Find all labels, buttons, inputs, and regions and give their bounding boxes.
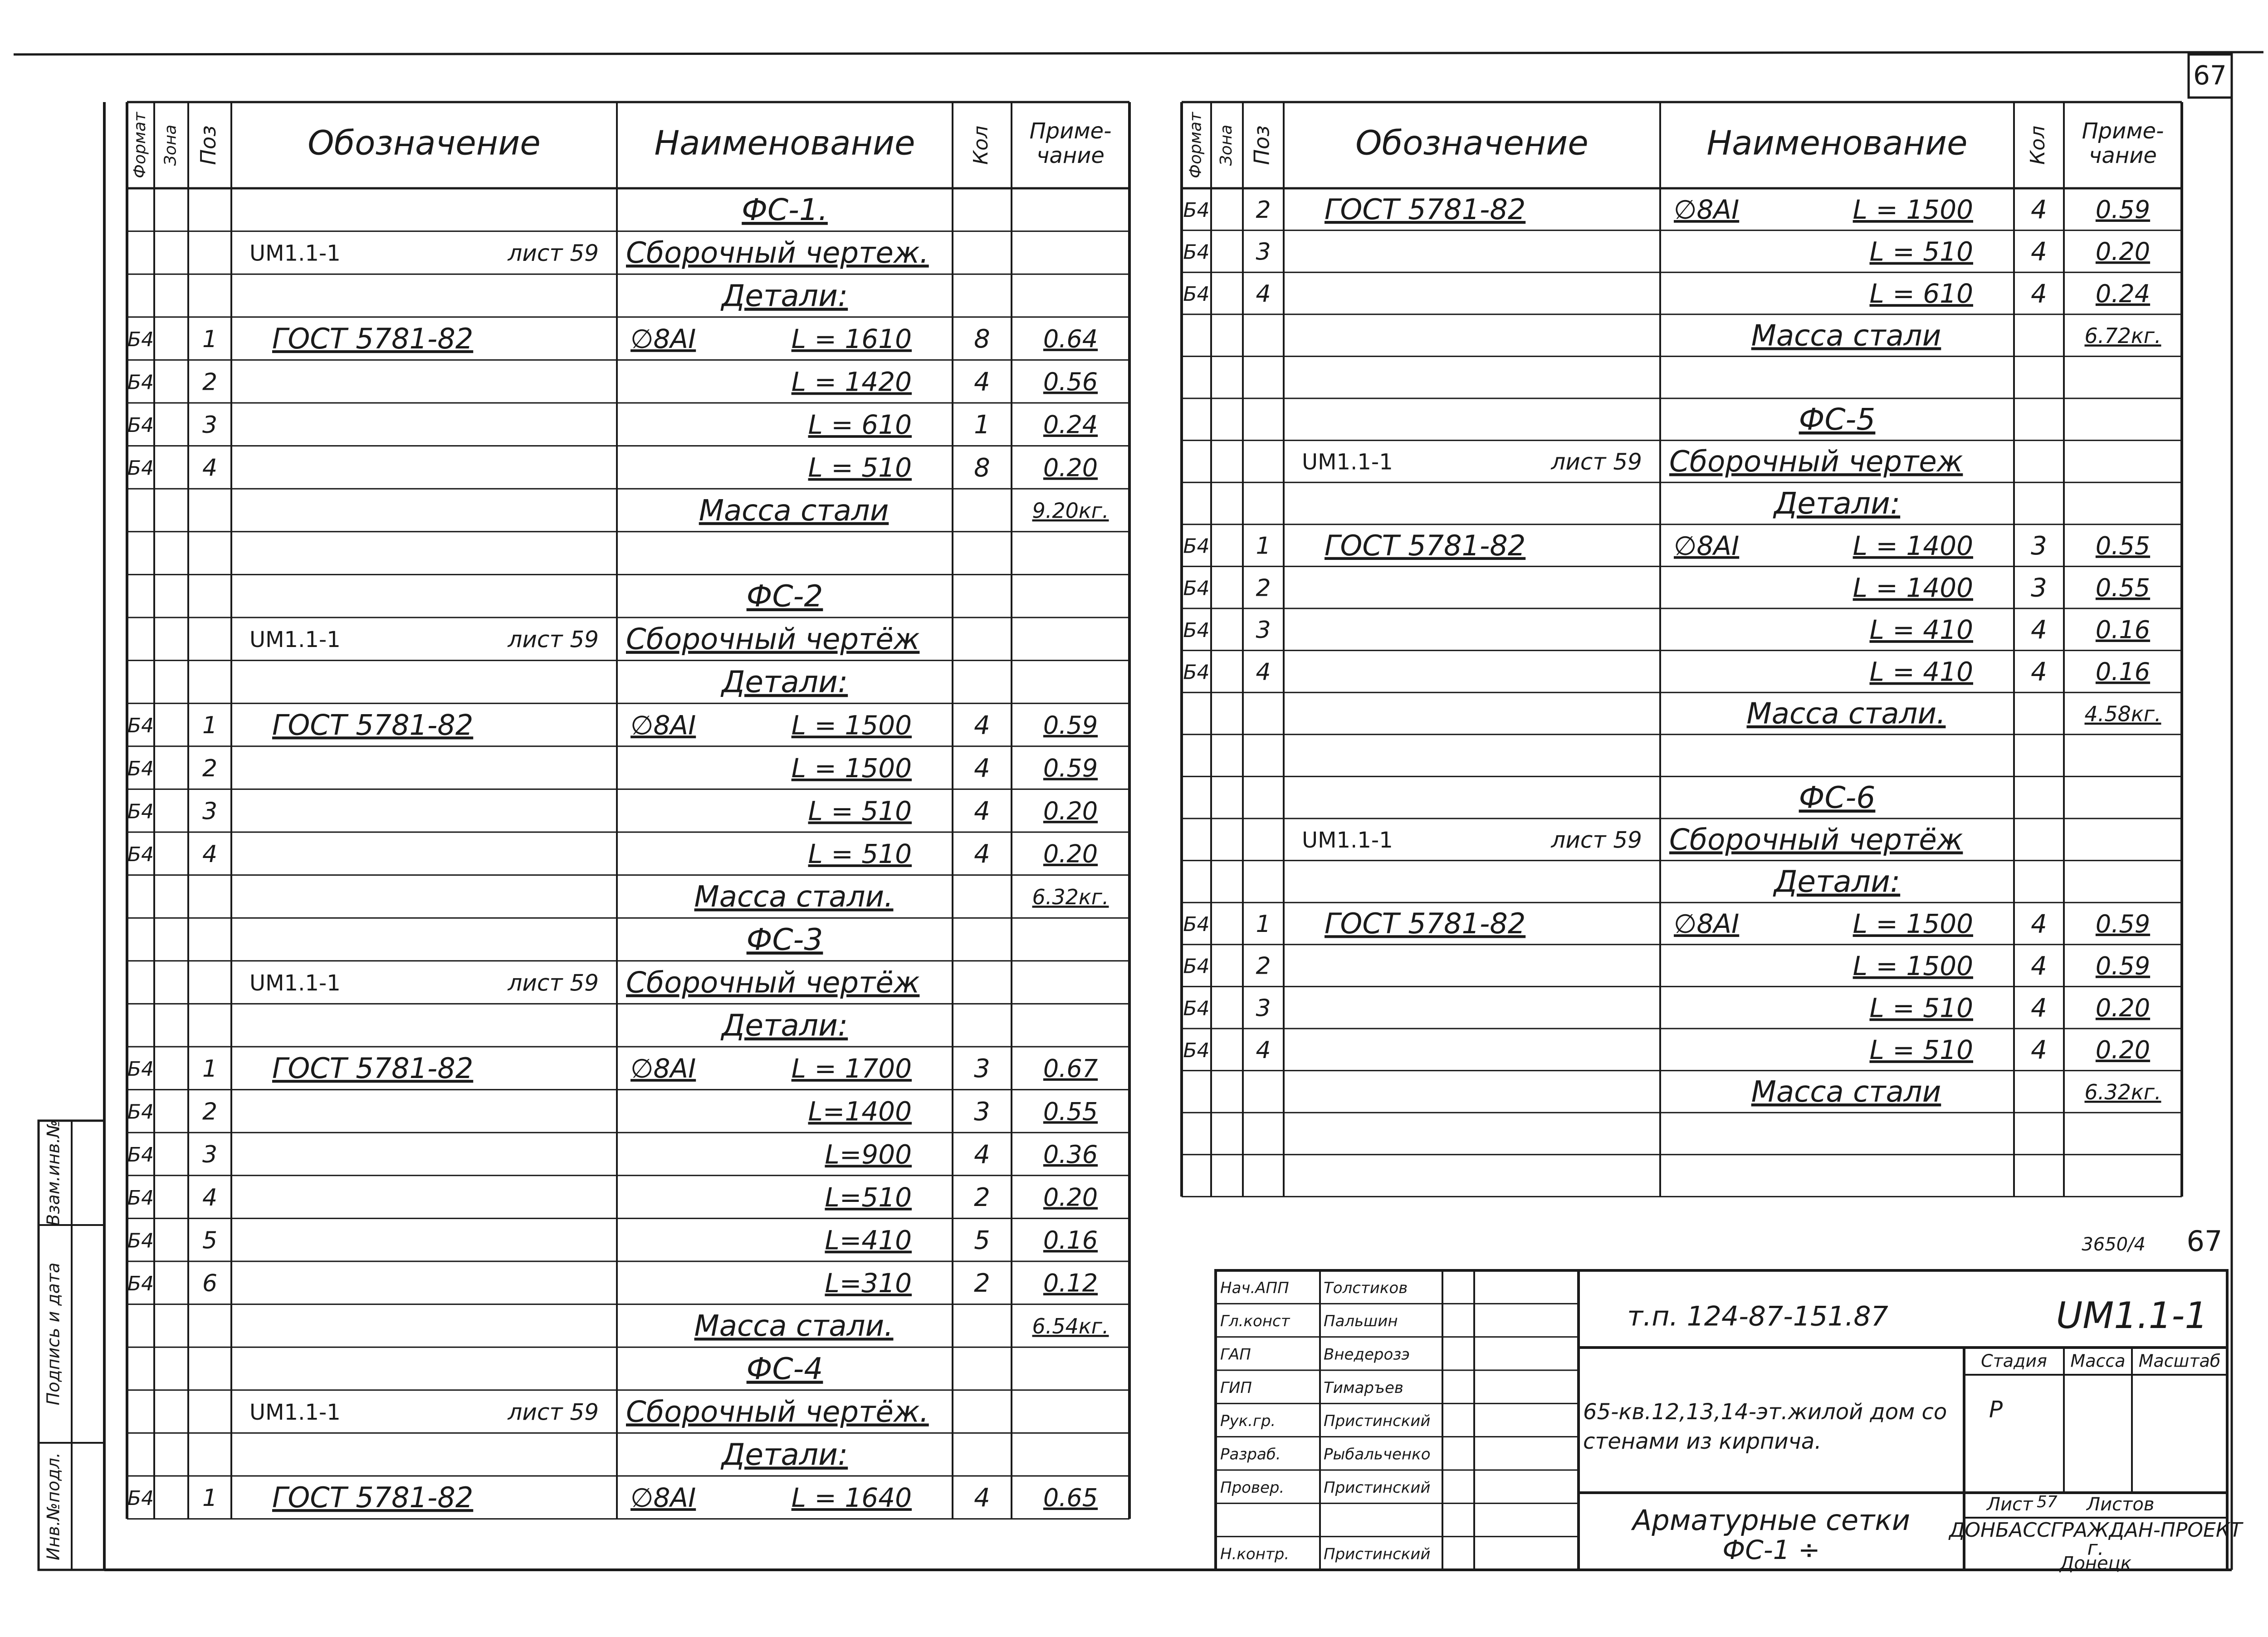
- side-stamp: [39, 1120, 104, 1570]
- right-row-length: L = 510: [1869, 236, 1973, 267]
- right-row-qty: 4: [2031, 237, 2047, 267]
- left-row-format: Б4: [127, 1058, 154, 1081]
- left-row-pos: 1: [202, 1485, 218, 1512]
- right-row-length: L = 410: [1869, 656, 1973, 687]
- right-row-length: L = 1500: [1853, 194, 1973, 225]
- left-header-designation: Обозначение: [308, 123, 541, 163]
- right-row-bar-type: ∅8АI: [1674, 194, 1740, 225]
- left-row-pos: 1: [202, 1055, 218, 1083]
- right-header-note-2: чание: [2089, 143, 2157, 168]
- left-row-length: L = 510: [808, 838, 912, 870]
- right-row-note: 0.16: [2095, 657, 2151, 686]
- page-number: 67: [2193, 60, 2227, 91]
- right-header-qty: Кол: [2026, 125, 2049, 165]
- stamp-person: Пристинский: [1324, 1545, 1431, 1563]
- stamp-role: Гл.конст: [1220, 1312, 1290, 1331]
- left-row-title: ФС-4: [746, 1351, 823, 1387]
- left-row-title: Детали:: [721, 1437, 848, 1472]
- stamp-sheet-title-2: ФС-1 ÷: [1722, 1534, 1820, 1566]
- left-row-note: 0.20: [1043, 797, 1098, 826]
- left-row-length: L = 1420: [791, 366, 912, 397]
- left-row-pos: 3: [202, 798, 218, 825]
- stamp-object-name-2: стенами из кирпича.: [1583, 1429, 1822, 1454]
- right-row-qty: 4: [2031, 993, 2047, 1023]
- left-row-pos: 2: [202, 1098, 218, 1126]
- stamp-person: Внедерозэ: [1324, 1345, 1410, 1364]
- left-row-title: ФС-1.: [742, 192, 828, 228]
- right-row-designation: ГОСТ 5781-82: [1325, 193, 1526, 226]
- stamp-project-code: т.п. 124-87-151.87: [1627, 1300, 1888, 1333]
- right-row-format: Б4: [1183, 283, 1210, 306]
- stamp-person: Рыбальченко: [1324, 1445, 1431, 1464]
- left-row-mass: Масса стали.: [694, 1309, 894, 1343]
- left-row-length: L=1400: [808, 1096, 912, 1127]
- right-row-note: 4.58кг.: [2084, 701, 2161, 726]
- left-row-designation-sheet: лист 59: [508, 1399, 599, 1426]
- right-row-note: 6.32кг.: [2084, 1080, 2161, 1105]
- right-row-qty: 4: [2031, 951, 2047, 981]
- left-row-qty: 1: [974, 410, 990, 440]
- left-header-zone: Зона: [161, 124, 180, 166]
- right-row-format: Б4: [1183, 534, 1210, 558]
- right-row-length: L = 1500: [1853, 908, 1973, 940]
- left-row-title: ФС-2: [746, 578, 823, 614]
- left-row-pos: 6: [202, 1270, 218, 1298]
- right-header-note: Приме-: [2082, 118, 2164, 144]
- left-row-qty: 4: [974, 796, 990, 826]
- right-row-mass: Масса стали.: [1746, 697, 1946, 731]
- left-row-bar-type: ∅8АI: [631, 1053, 696, 1084]
- left-specification-table: [127, 102, 1129, 1519]
- right-row-length: L = 1400: [1853, 572, 1973, 603]
- stamp-scale-label: Масштаб: [2138, 1351, 2221, 1371]
- stamp-role: Нач.АПП: [1220, 1279, 1289, 1297]
- stamp-stage-label: Стадия: [1981, 1351, 2047, 1371]
- stamp-person: Пристинский: [1324, 1412, 1431, 1431]
- stamp-role: Рук.гр.: [1220, 1412, 1276, 1431]
- left-row-designation-sheet: лист 59: [508, 970, 599, 996]
- left-row-designation-sheet: лист 59: [508, 240, 599, 267]
- stamp-role: Н.контр.: [1220, 1545, 1290, 1563]
- right-header-format: Формат: [1186, 112, 1205, 179]
- left-row-format: Б4: [127, 1186, 154, 1210]
- stamp-person: Пальшин: [1324, 1312, 1398, 1331]
- right-row-format: Б4: [1183, 198, 1210, 222]
- left-row-qty: 4: [974, 1140, 990, 1170]
- right-row-format: Б4: [1183, 240, 1210, 264]
- right-row-note: 0.55: [2095, 573, 2151, 602]
- right-header-zone: Зона: [1217, 124, 1236, 166]
- right-row-length: L = 1500: [1853, 950, 1973, 981]
- left-row-qty: 3: [974, 1054, 990, 1084]
- right-row-format: Б4: [1183, 661, 1210, 684]
- right-row-length: L = 1400: [1853, 530, 1973, 561]
- right-row-note: 0.24: [2095, 279, 2151, 308]
- left-row-format: Б4: [127, 1272, 154, 1296]
- right-row-format: Б4: [1183, 618, 1210, 642]
- right-row-title: Детали:: [1774, 864, 1901, 899]
- document-code: 3650/4: [2082, 1234, 2146, 1255]
- left-row-designation-sheet: лист 59: [508, 626, 599, 653]
- left-row-format: Б4: [127, 800, 154, 823]
- right-row-title: ФС-5: [1799, 402, 1876, 437]
- left-row-format: Б4: [127, 714, 154, 738]
- left-row-title: ФС-3: [746, 922, 823, 957]
- right-row-pos: 1: [1256, 911, 1271, 938]
- left-row-pos: 5: [202, 1227, 218, 1255]
- right-row-pos: 2: [1256, 574, 1271, 602]
- top-trim-line: [14, 52, 2263, 54]
- stamp-sheet-label: Лист: [1987, 1494, 2033, 1515]
- left-header-note-2: чание: [1036, 143, 1105, 168]
- stamp-role: ГАП: [1220, 1345, 1251, 1364]
- right-row-length: L = 410: [1869, 614, 1973, 646]
- right-row-pos: 2: [1256, 196, 1271, 224]
- left-row-note: 0.64: [1043, 324, 1098, 353]
- left-row-note: 0.20: [1043, 1183, 1098, 1212]
- left-row-note: 0.67: [1043, 1054, 1098, 1083]
- left-row-pos: 1: [202, 712, 218, 740]
- left-row-length: L = 1610: [791, 323, 912, 354]
- right-row-format: Б4: [1183, 913, 1210, 936]
- right-row-pos: 1: [1256, 532, 1271, 560]
- left-row-note: 0.36: [1043, 1140, 1098, 1169]
- left-row-length: L=900: [825, 1139, 912, 1170]
- right-row-designation-sheet: лист 59: [1551, 827, 1642, 853]
- right-row-title: Детали:: [1774, 486, 1901, 521]
- right-row-pos: 4: [1256, 280, 1271, 308]
- stamp-mark: UM1.1-1: [2056, 1294, 2208, 1337]
- right-header-designation: Обозначение: [1355, 123, 1589, 163]
- stamp-person: Пристинский: [1324, 1478, 1431, 1497]
- right-row-designation: UM1.1-1: [1302, 449, 1393, 475]
- left-row-length: L = 1700: [791, 1053, 912, 1084]
- left-row-qty: 2: [974, 1182, 990, 1212]
- right-row-title: ФС-6: [1799, 780, 1876, 815]
- right-row-assembly: Сборочный чертёж: [1669, 823, 1963, 857]
- left-row-pos: 2: [202, 368, 218, 396]
- left-row-assembly: Сборочный чертёж.: [626, 1395, 929, 1429]
- right-row-format: Б4: [1183, 577, 1210, 600]
- left-row-format: Б4: [127, 1100, 154, 1124]
- stamp-role: Разраб.: [1220, 1445, 1281, 1464]
- left-row-format: Б4: [127, 414, 154, 437]
- right-row-format: Б4: [1183, 1039, 1210, 1062]
- left-row-mass: Масса стали.: [694, 880, 894, 914]
- left-row-note: 0.20: [1043, 453, 1098, 482]
- stamp-role: ГИП: [1220, 1378, 1252, 1397]
- right-row-pos: 3: [1256, 238, 1271, 266]
- left-header-format: Формат: [131, 112, 149, 179]
- right-row-bar-type: ∅8АI: [1674, 908, 1740, 940]
- right-row-assembly: Сборочный чертеж: [1669, 445, 1963, 479]
- right-row-designation: ГОСТ 5781-82: [1325, 529, 1526, 562]
- left-row-bar-type: ∅8АI: [631, 710, 696, 741]
- left-row-qty: 8: [974, 324, 990, 354]
- left-row-note: 6.32кг.: [1032, 885, 1109, 910]
- left-row-qty: 4: [974, 839, 990, 869]
- left-row-length: L = 1640: [791, 1482, 912, 1514]
- right-row-designation: UM1.1-1: [1302, 827, 1393, 853]
- left-row-format: Б4: [127, 456, 154, 480]
- left-row-note: 0.55: [1043, 1097, 1098, 1126]
- right-row-note: 0.20: [2095, 993, 2151, 1022]
- right-header-pos: Поз: [1249, 125, 1274, 165]
- left-row-note: 0.56: [1043, 368, 1098, 397]
- left-row-length: L = 1500: [791, 752, 912, 784]
- right-row-qty: 4: [2031, 657, 2047, 687]
- side-stamp-replace-inv: Взам.инв.№: [43, 1120, 64, 1226]
- left-row-length: L = 610: [808, 409, 912, 441]
- left-header-pos: Поз: [196, 125, 220, 165]
- left-row-title: Детали:: [721, 278, 848, 314]
- right-row-length: L = 510: [1869, 1034, 1973, 1066]
- left-row-length: L = 1500: [791, 710, 912, 741]
- right-row-bar-type: ∅8АI: [1674, 530, 1740, 561]
- left-row-qty: 4: [974, 711, 990, 740]
- stamp-sheets-label: Листов: [2087, 1494, 2155, 1515]
- left-row-designation: UM1.1-1: [249, 627, 341, 653]
- left-row-note: 0.59: [1043, 754, 1098, 783]
- right-row-pos: 4: [1256, 1036, 1271, 1064]
- left-header-name: Наименование: [654, 123, 915, 163]
- left-row-designation: UM1.1-1: [249, 970, 341, 996]
- right-row-qty: 4: [2031, 1035, 2047, 1065]
- right-row-note: 0.20: [2095, 237, 2151, 266]
- left-row-designation: ГОСТ 5781-82: [272, 708, 474, 742]
- side-stamp-sign-date: Подпись и дата: [43, 1262, 64, 1406]
- left-row-title: Детали:: [721, 1008, 848, 1043]
- left-row-qty: 8: [974, 453, 990, 483]
- left-row-format: Б4: [127, 757, 154, 780]
- right-row-note: 0.20: [2095, 1035, 2151, 1064]
- right-row-qty: 4: [2031, 279, 2047, 309]
- left-row-designation: UM1.1-1: [249, 1399, 341, 1425]
- left-row-bar-type: ∅8АI: [631, 1482, 696, 1514]
- left-row-format: Б4: [127, 328, 154, 351]
- left-row-format: Б4: [127, 1229, 154, 1253]
- left-row-note: 0.12: [1043, 1269, 1098, 1298]
- right-row-pos: 3: [1256, 616, 1271, 644]
- left-row-note: 0.59: [1043, 711, 1098, 740]
- left-row-note: 0.20: [1043, 839, 1098, 868]
- stamp-person: Тимаръев: [1324, 1378, 1403, 1397]
- left-row-mass: Масса стали: [699, 494, 889, 528]
- left-header-qty: Кол: [969, 125, 992, 165]
- right-row-note: 0.59: [2095, 951, 2151, 980]
- left-row-assembly: Сборочный чертёж: [626, 622, 920, 657]
- stamp-sheet-value: 57: [2037, 1493, 2058, 1511]
- left-row-designation: ГОСТ 5781-82: [272, 322, 474, 355]
- stamp-sheet-title: Арматурные сетки: [1632, 1504, 1911, 1537]
- side-stamp-inv-no: Инв.№подл.: [43, 1452, 64, 1561]
- stamp-stage-value: Р: [1989, 1396, 2003, 1423]
- left-row-format: Б4: [127, 1143, 154, 1167]
- right-row-note: 0.55: [2095, 531, 2151, 560]
- right-row-note: 0.59: [2095, 909, 2151, 938]
- left-row-length: L = 510: [808, 795, 912, 827]
- right-row-note: 0.59: [2095, 195, 2151, 224]
- left-row-format: Б4: [127, 843, 154, 867]
- left-row-length: L = 510: [808, 452, 912, 483]
- right-row-pos: 2: [1256, 952, 1271, 980]
- stamp-person: Толстиков: [1324, 1279, 1408, 1297]
- left-row-pos: 2: [202, 755, 218, 782]
- left-row-pos: 4: [202, 1184, 218, 1211]
- left-row-qty: 2: [974, 1269, 990, 1299]
- stamp-organization: ДОНБАССГРАЖДАН-ПРОЕКТ: [1949, 1519, 2242, 1542]
- left-row-note: 0.16: [1043, 1226, 1098, 1255]
- left-row-qty: 4: [974, 753, 990, 783]
- right-row-qty: 4: [2031, 195, 2047, 225]
- side-page-number: 67: [2186, 1225, 2223, 1258]
- right-specification-table: [1182, 102, 2182, 1196]
- right-row-designation-sheet: лист 59: [1551, 449, 1642, 475]
- left-row-note: 0.24: [1043, 410, 1098, 439]
- right-row-format: Б4: [1183, 997, 1210, 1020]
- left-row-pos: 4: [202, 841, 218, 868]
- left-row-pos: 3: [202, 412, 218, 439]
- left-row-length: L=410: [825, 1225, 912, 1256]
- left-row-format: Б4: [127, 371, 154, 394]
- left-row-assembly: Сборочный чертеж.: [626, 236, 929, 270]
- right-row-note: 6.72кг.: [2084, 323, 2161, 348]
- left-row-qty: 4: [974, 367, 990, 397]
- right-row-qty: 3: [2031, 531, 2047, 561]
- left-row-pos: 3: [202, 1141, 218, 1169]
- left-row-designation: ГОСТ 5781-82: [272, 1481, 474, 1514]
- left-row-pos: 1: [202, 325, 218, 353]
- left-row-bar-type: ∅8АI: [631, 323, 696, 354]
- left-row-qty: 4: [974, 1483, 990, 1513]
- left-row-title: Детали:: [721, 664, 848, 700]
- right-row-qty: 3: [2031, 573, 2047, 603]
- right-row-qty: 4: [2031, 615, 2047, 645]
- right-row-mass: Масса стали: [1751, 1075, 1941, 1109]
- left-row-length: L=310: [825, 1268, 912, 1299]
- right-row-pos: 4: [1256, 658, 1271, 686]
- left-row-length: L=510: [825, 1181, 912, 1213]
- left-row-pos: 4: [202, 454, 218, 482]
- left-row-format: Б4: [127, 1487, 154, 1510]
- right-row-designation: ГОСТ 5781-82: [1325, 907, 1526, 941]
- right-row-mass: Масса стали: [1751, 319, 1941, 353]
- right-row-format: Б4: [1183, 955, 1210, 978]
- right-row-qty: 4: [2031, 909, 2047, 939]
- stamp-organization-3: Донецк: [2060, 1553, 2131, 1574]
- left-row-assembly: Сборочный чертёж: [626, 966, 920, 1000]
- left-row-qty: 3: [974, 1097, 990, 1127]
- stamp-role: Провер.: [1220, 1478, 1285, 1497]
- left-row-note: 9.20кг.: [1032, 498, 1109, 523]
- stamp-mass-label: Масса: [2070, 1351, 2126, 1371]
- left-header-note: Приме-: [1029, 118, 1112, 144]
- right-row-pos: 3: [1256, 995, 1271, 1022]
- right-header-name: Наименование: [1706, 123, 1968, 163]
- left-row-designation: ГОСТ 5781-82: [272, 1052, 474, 1085]
- left-row-note: 6.54кг.: [1032, 1314, 1109, 1339]
- right-row-note: 0.16: [2095, 615, 2151, 644]
- stamp-object-name: 65-кв.12,13,14-эт.жилой дом со: [1583, 1399, 1947, 1425]
- title-block: [1216, 1270, 2244, 1574]
- left-row-note: 0.65: [1043, 1483, 1098, 1512]
- right-row-length: L = 610: [1869, 278, 1973, 309]
- left-row-qty: 5: [974, 1225, 990, 1255]
- left-row-designation: UM1.1-1: [249, 240, 341, 266]
- stamp-organization-2: г.: [2087, 1537, 2104, 1560]
- right-row-length: L = 510: [1869, 992, 1973, 1024]
